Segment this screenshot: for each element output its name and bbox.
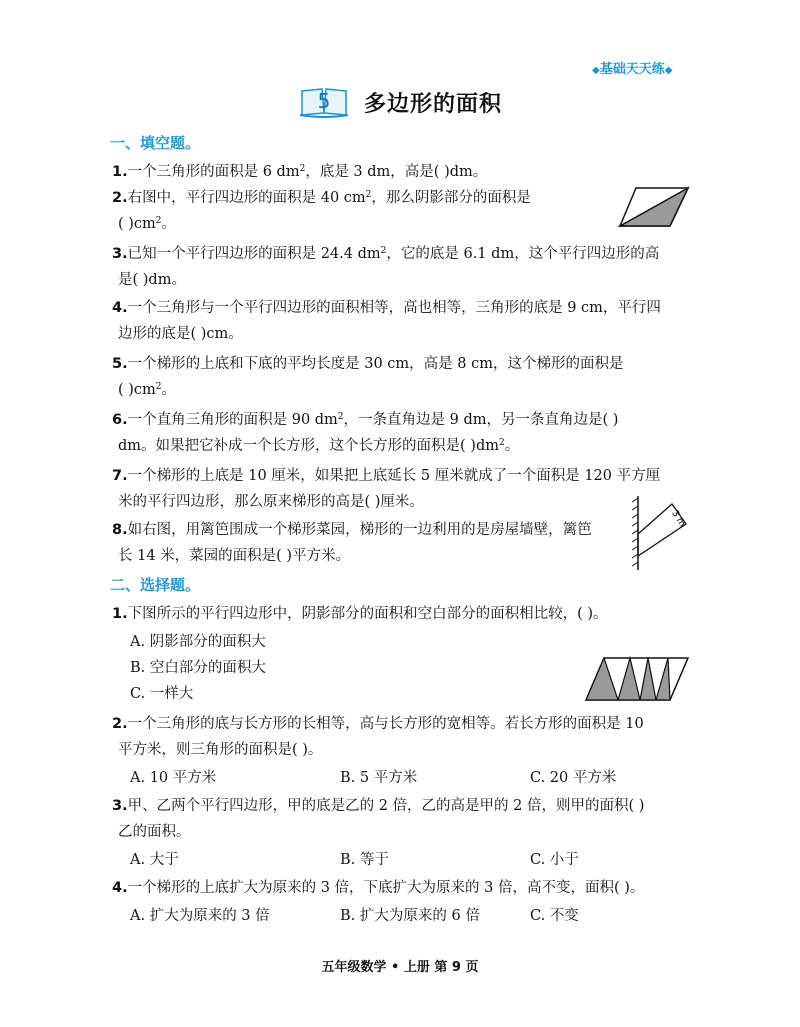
option-b[interactable]: B. 5 平方米 bbox=[340, 770, 418, 786]
question-number: 2. bbox=[112, 716, 128, 732]
question-2-2-line2 bbox=[118, 738, 322, 759]
question-text: 。 bbox=[504, 438, 520, 454]
question-number: 8. bbox=[112, 522, 128, 538]
question-2-3-line1 bbox=[112, 794, 644, 815]
question-text: ，那么阴影部分的面积是 bbox=[371, 190, 531, 206]
superscript: 2 bbox=[365, 190, 372, 200]
question-text: 右图中，平行四边形的面积是 40 cm bbox=[127, 190, 366, 206]
option-a[interactable]: A. 扩大为原来的 3 倍 bbox=[130, 908, 270, 924]
page-footer: 五年级数学 • 上册 第 9 页 bbox=[321, 960, 479, 975]
question-text: ，它的底是 6.1 dm，这个平行四边形的高 bbox=[386, 246, 660, 262]
page-title-bar bbox=[298, 82, 502, 122]
question-1-2-line2 bbox=[118, 212, 176, 233]
question-number: 4. bbox=[112, 880, 128, 896]
diamond-icon: ◆ bbox=[664, 65, 673, 76]
superscript: 2 bbox=[299, 164, 306, 174]
question-1-1 bbox=[112, 160, 487, 181]
option-b[interactable]: B. 等于 bbox=[340, 852, 389, 868]
superscript: 2 bbox=[498, 438, 505, 448]
question-1-8-line1 bbox=[112, 518, 592, 539]
question-text: 一个三角形的底与长方形的长相等，高与长方形的宽相等。若长方形的面积是 10 bbox=[127, 716, 644, 732]
question-2-4 bbox=[112, 876, 644, 897]
question-1-3-line1 bbox=[112, 242, 659, 263]
question-text: 米的平行四边形，那么原来梯形的高是( )厘米。 bbox=[118, 494, 424, 510]
question-text: ，底是 3 dm，高是( )dm。 bbox=[305, 164, 488, 180]
question-1-8-line2 bbox=[118, 544, 350, 565]
parallelogram-shaded-figure bbox=[618, 186, 690, 228]
option-a[interactable]: A. 大于 bbox=[130, 852, 179, 868]
question-number: 1. bbox=[112, 606, 128, 622]
lesson-number: 5 bbox=[317, 89, 331, 113]
question-1-4-line2 bbox=[118, 322, 243, 343]
section-badge bbox=[592, 58, 672, 77]
question-text: 边形的底是( )cm。 bbox=[118, 326, 243, 342]
question-number: 4. bbox=[112, 300, 128, 316]
question-text: 一个梯形的上底是 10 厘米，如果把上底延长 5 厘米就成了一个面积是 120 平方厘 bbox=[127, 468, 661, 484]
question-number: 5. bbox=[112, 356, 128, 372]
question-text: 一个梯形的上底和下底的平均长度是 30 cm，高是 8 cm，这个梯形的面积是 bbox=[127, 356, 624, 372]
option-c[interactable]: C. 不变 bbox=[530, 908, 579, 924]
question-1-3-line2 bbox=[118, 268, 186, 289]
question-2-1 bbox=[112, 602, 608, 623]
option-c[interactable]: C. 小于 bbox=[530, 852, 579, 868]
question-text: 是( )dm。 bbox=[118, 272, 186, 288]
question-text: 长 14 米，菜园的面积是( )平方米。 bbox=[118, 548, 351, 564]
question-number: 2. bbox=[112, 190, 128, 206]
question-text: 甲、乙两个平行四边形，甲的底是乙的 2 倍，乙的高是甲的 2 倍，则甲的面积( ) bbox=[127, 798, 645, 814]
question-1-5-line1 bbox=[112, 352, 623, 373]
question-text: ( )cm bbox=[118, 382, 156, 398]
option-b[interactable]: B. 扩大为原来的 6 倍 bbox=[340, 908, 480, 924]
question-1-2-line1 bbox=[112, 186, 531, 207]
question-text: 。 bbox=[161, 216, 177, 232]
question-text: ( )cm bbox=[118, 216, 156, 232]
question-1-7-line1 bbox=[112, 464, 660, 485]
question-1-7-line2 bbox=[118, 490, 424, 511]
option-c[interactable]: C. 20 平方米 bbox=[530, 770, 617, 786]
option-b[interactable]: B. 空白部分的面积大 bbox=[130, 660, 266, 676]
option-a[interactable]: A. 10 平方米 bbox=[130, 770, 217, 786]
question-number: 3. bbox=[112, 798, 128, 814]
superscript: 2 bbox=[155, 382, 162, 392]
superscript: 2 bbox=[380, 246, 387, 256]
question-1-6-line2 bbox=[118, 434, 519, 455]
section-heading-fill-blank: 一、填空题。 bbox=[110, 134, 201, 152]
section-heading-choice: 二、选择题。 bbox=[110, 576, 201, 594]
question-text: 。 bbox=[161, 382, 177, 398]
question-number: 3. bbox=[112, 246, 128, 262]
question-number: 1. bbox=[112, 164, 128, 180]
question-1-5-line2 bbox=[118, 378, 176, 399]
diamond-icon: ◆ bbox=[592, 65, 600, 76]
question-2-2-line1 bbox=[112, 712, 644, 733]
parallelogram-triangles-figure bbox=[584, 656, 690, 704]
question-text: 一个直角三角形的面积是 90 dm bbox=[127, 412, 338, 428]
question-number: 6. bbox=[112, 412, 128, 428]
question-text: dm。如果把它补成一个长方形，这个长方形的面积是( )dm bbox=[118, 438, 499, 454]
question-text: 一个三角形的面积是 6 dm bbox=[127, 164, 300, 180]
question-2-3-line2 bbox=[118, 820, 191, 841]
question-text: 如右图，用篱笆围成一个梯形菜园，梯形的一边利用的是房屋墙壁，篱笆 bbox=[127, 522, 592, 538]
question-text: 乙的面积。 bbox=[118, 824, 191, 840]
option-c[interactable]: C. 一样大 bbox=[130, 686, 194, 702]
question-text: ，一条直角边是 9 dm，另一条直角边是( ) bbox=[343, 412, 619, 428]
question-1-6-line1 bbox=[112, 408, 618, 429]
question-text: 平方米，则三角形的面积是( )。 bbox=[118, 742, 323, 758]
question-1-4-line1 bbox=[112, 296, 661, 317]
badge-text: 基础天天练 bbox=[599, 62, 665, 77]
question-text: 一个三角形与一个平行四边形的面积相等，高也相等，三角形的底是 9 cm，平行四 bbox=[127, 300, 661, 316]
superscript: 2 bbox=[155, 216, 162, 226]
open-book-icon bbox=[298, 85, 350, 119]
option-a[interactable]: A. 阴影部分的面积大 bbox=[130, 634, 266, 650]
question-text: 已知一个平行四边形的面积是 24.4 dm bbox=[127, 246, 381, 262]
question-text: 下图所示的平行四边形中，阴影部分的面积和空白部分的面积相比较，( )。 bbox=[127, 606, 608, 622]
question-number: 7. bbox=[112, 468, 128, 484]
page-title: 多边形的面积 bbox=[364, 91, 503, 117]
question-text: 一个梯形的上底扩大为原来的 3 倍，下底扩大为原来的 3 倍，高不变，面积( )。 bbox=[127, 880, 645, 896]
trapezoid-garden-figure bbox=[630, 494, 692, 574]
figure-length-label: 3 m bbox=[669, 508, 688, 529]
superscript: 2 bbox=[337, 412, 344, 422]
